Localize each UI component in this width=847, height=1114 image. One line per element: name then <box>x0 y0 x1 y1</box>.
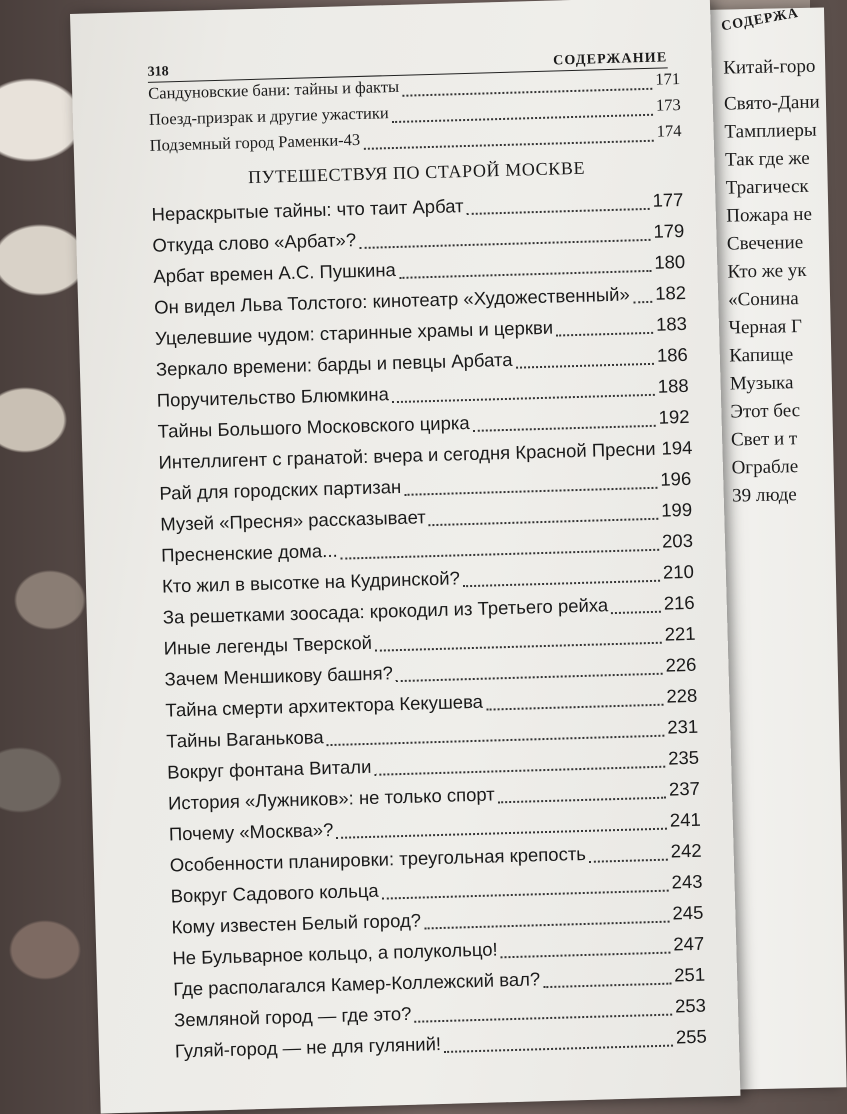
toc-entry-page: 226 <box>665 654 696 677</box>
toc-entry-page: 237 <box>669 778 700 801</box>
dot-leader <box>633 298 653 304</box>
dot-leader <box>359 236 651 249</box>
toc-entry-title: Почему «Москва»? <box>169 819 334 846</box>
page-number: 318 <box>147 64 168 81</box>
right-page-line: 39 люде <box>732 484 797 507</box>
toc-entry-page: 241 <box>670 809 701 832</box>
dot-leader <box>473 422 656 432</box>
toc-entry-title: Зеркало времени: барды и певцы Арбата <box>156 349 513 381</box>
toc-entry-title: Земляной город — где это? <box>174 1003 412 1032</box>
toc-entry-page: 231 <box>667 716 698 739</box>
dot-leader <box>424 918 670 930</box>
toc-entry-page: 243 <box>671 871 702 894</box>
toc-entry-page: 182 <box>655 282 686 305</box>
dot-leader <box>498 794 666 804</box>
toc-entry-title: Пресненские дома... <box>161 540 338 567</box>
toc-entry-page: 180 <box>654 251 685 274</box>
right-page-line: Капище <box>729 344 793 367</box>
toc-entry-page: 183 <box>656 313 687 336</box>
toc-entry-title: Кто жил в высотке на Кудринской? <box>162 567 460 597</box>
toc-entry-title: Тайны Большого Московского цирка <box>157 412 470 443</box>
dot-leader <box>341 546 660 560</box>
toc-entry-page: 245 <box>672 902 703 925</box>
toc-entry-title: Нераскрытые тайны: что таит Арбат <box>151 195 464 226</box>
dot-leader <box>429 515 659 526</box>
right-page-line: Музыка <box>730 372 794 395</box>
dot-leader <box>402 85 652 97</box>
toc-entry-page: 174 <box>656 121 681 142</box>
dot-leader <box>382 887 669 900</box>
right-page-line: Свет и т <box>731 428 798 451</box>
toc-entry-title: Вокруг фонтана Витали <box>167 756 372 784</box>
toc-entry-page: 192 <box>658 406 689 429</box>
toc-entry-page: 235 <box>668 747 699 770</box>
toc-entry-page: 196 <box>660 468 691 491</box>
toc-entry-title: Рай для городских партизан <box>159 476 401 505</box>
dot-leader <box>543 980 671 989</box>
dot-leader <box>516 360 655 369</box>
right-page-line: Черная Г <box>728 316 802 340</box>
dot-leader <box>556 329 653 337</box>
dot-leader <box>363 137 654 150</box>
dot-leader <box>336 825 667 839</box>
toc-entry-title: Подземный город Раменки-43 <box>149 130 360 156</box>
toc-entry-title: Интеллигент с гранатой: вчера и сегодня Красной Пресни <box>158 438 656 474</box>
toc-entry-title: Особенности планировки: треугольная крепость <box>170 843 587 877</box>
right-page-line: Кто же ук <box>727 260 806 284</box>
toc-entry-title: Откуда слово «Арбат»? <box>152 229 356 257</box>
toc-entry-title: Не Бульварное кольцо, а полукольцо! <box>172 938 498 969</box>
toc-entry-title: Поезд-призрак и другие ужастики <box>149 103 389 130</box>
book-page <box>70 0 740 1114</box>
toc-entry-title: Он видел Льва Толстого: кинотеатр «Художественный» <box>154 283 630 318</box>
toc-entry-page: 255 <box>676 1026 707 1049</box>
section-title: ПУТЕШЕСТВУЯ ПО СТАРОЙ МОСКВЕ <box>150 155 682 191</box>
right-page-line: Тамплиеры <box>724 120 817 144</box>
toc-entry-page: 173 <box>656 95 681 116</box>
toc-entry-page: 247 <box>673 933 704 956</box>
toc-entry-title: Сандуновские бани: тайны и факты <box>148 77 399 104</box>
dot-leader <box>404 484 657 496</box>
right-page-line: Ограбле <box>731 456 798 479</box>
toc-entry-title: Поручительство Блюмкина <box>157 383 390 411</box>
running-header: СОДЕРЖАНИЕ <box>553 50 668 69</box>
toc-entry-page: 186 <box>657 344 688 367</box>
toc-entry-title: За решетками зоосада: крокодил из Третьего рейха <box>163 594 609 628</box>
toc-entry-page: 171 <box>655 69 680 90</box>
dot-leader <box>392 391 655 403</box>
right-page-line: Так где же <box>725 148 810 172</box>
dot-leader <box>467 205 650 215</box>
toc-entry-title: Где располагался Камер-Коллежский вал? <box>173 968 541 1000</box>
toc-entry-title: Музей «Пресня» рассказывает <box>160 506 426 535</box>
toc-entry-title: Тайны Ваганькова <box>166 726 324 752</box>
toc-entry-page: 228 <box>666 685 697 708</box>
right-page-line: Трагическ <box>726 176 809 200</box>
dot-leader <box>392 111 653 123</box>
toc-entry-title: Зачем Меншикову башня? <box>164 662 393 690</box>
right-page-line: Пожара не <box>726 204 812 228</box>
toc-entry-page: 242 <box>670 840 701 863</box>
toc-entry-page: 210 <box>663 561 694 584</box>
toc-entry-page: 203 <box>662 530 693 553</box>
toc-entry-page: 251 <box>674 964 705 987</box>
toc-entry-page: 199 <box>661 499 692 522</box>
toc-entry-page: 253 <box>675 995 706 1018</box>
toc-entry-page: 179 <box>653 220 684 243</box>
dot-leader <box>399 267 652 279</box>
toc-entry-title: Гуляй-город — не для гуляний! <box>175 1033 442 1062</box>
dot-leader <box>415 1011 673 1023</box>
dot-leader <box>463 577 660 588</box>
toc-entry-page: 221 <box>664 623 695 646</box>
toc-entry-page: 177 <box>652 189 683 212</box>
right-page-line: Свято-Дани <box>724 92 820 116</box>
dot-leader <box>444 1042 673 1053</box>
toc-entry-title: Вокруг Садового кольца <box>170 880 379 908</box>
right-page-line: Китай-горо <box>723 56 816 80</box>
toc-entry-title: Уцелевшие чудом: старинные храмы и церкви <box>155 317 554 350</box>
toc-entry-title: Арбат времен А.С. Пушкина <box>153 259 396 288</box>
right-page-line: «Сонина <box>728 288 799 311</box>
dot-leader <box>611 608 661 614</box>
toc-entry-page: 216 <box>664 592 695 615</box>
dot-leader <box>486 701 664 711</box>
right-page-line: Этот бес <box>730 400 800 423</box>
toc-entry-page: 188 <box>657 375 688 398</box>
dot-leader <box>374 763 665 776</box>
dot-leader <box>501 949 671 959</box>
toc-entry-title: История «Лужников»: не только спорт <box>168 783 495 814</box>
dot-leader <box>327 732 665 746</box>
dot-leader <box>396 670 663 682</box>
toc-entry-title: Тайна смерти архитектора Кекушева <box>165 691 483 722</box>
toc-entry-page: 194 <box>661 437 692 460</box>
dot-leader <box>375 639 662 652</box>
toc-entry-title: Иные легенды Тверской <box>163 632 372 660</box>
toc-entry-title: Кому известен Белый город? <box>171 910 421 939</box>
right-page-header: СОДЕРЖА <box>720 6 800 36</box>
right-page-line: Свечение <box>727 232 804 256</box>
dot-leader <box>589 856 668 863</box>
